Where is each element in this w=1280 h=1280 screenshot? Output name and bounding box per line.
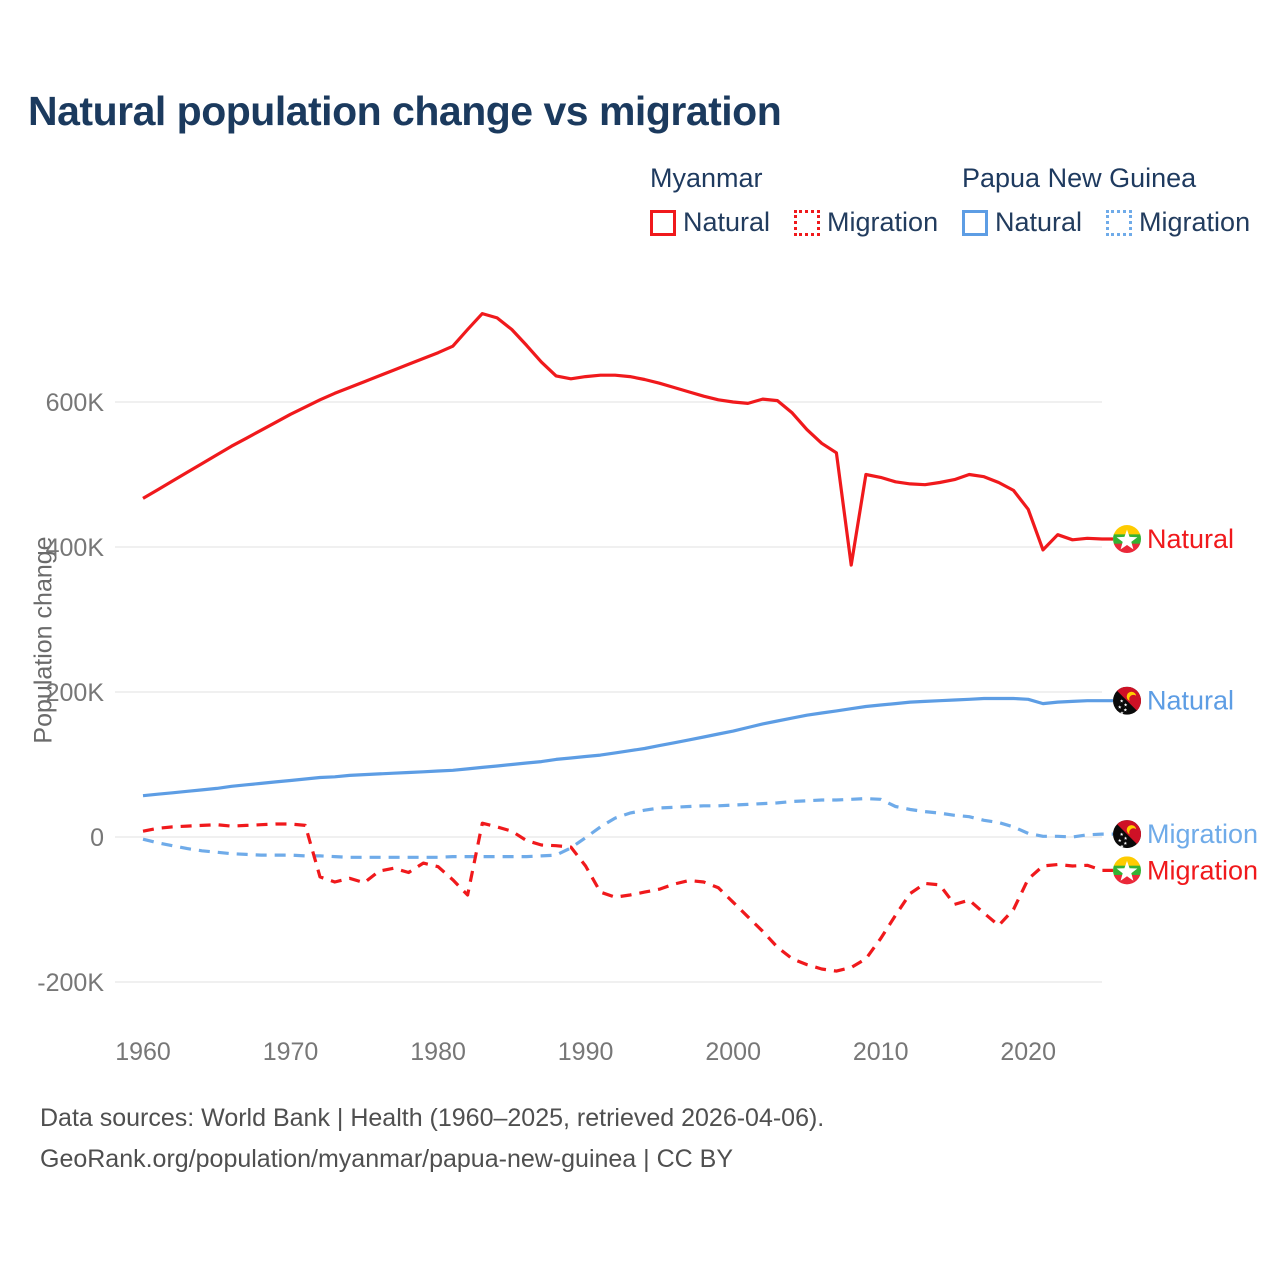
legend-country-label: Papua New Guinea [962, 163, 1197, 193]
legend-item-label: Migration [827, 207, 939, 237]
x-tick-label: 1980 [410, 1038, 466, 1066]
y-tick-label: 400K [45, 534, 104, 562]
myanmar-flag-icon [1113, 525, 1141, 553]
data-sources-line: Data sources: World Bank | Health (1960–2025, retrieved 2026-04-06). [40, 1104, 825, 1132]
x-tick-label: 1970 [262, 1038, 319, 1066]
legend-item-label: Natural [683, 207, 771, 237]
legend-item-label: Migration [1139, 207, 1251, 237]
x-tick-label: 2000 [705, 1038, 762, 1066]
x-tick-label: 1990 [557, 1038, 614, 1066]
y-tick-label: -200K [37, 969, 104, 997]
myanmar-flag-icon [1113, 856, 1141, 885]
x-tick-label: 2010 [852, 1038, 909, 1066]
series-line-myanmar-natural [143, 314, 1113, 565]
series-end-label: Migration [1147, 819, 1259, 850]
y-axis-label: Population change [29, 536, 58, 744]
attribution-line: GeoRank.org/population/myanmar/papua-new-guinea | CC BY [40, 1145, 733, 1173]
y-tick-label: 200K [45, 679, 104, 707]
x-tick-label: 2020 [1000, 1038, 1057, 1066]
legend-country-label: Myanmar [650, 163, 763, 193]
y-tick-label: 600K [45, 389, 104, 417]
series-line-papua-new-guinea-natural [143, 699, 1113, 796]
chart-footer [40, 1098, 824, 1180]
y-tick-label: 0 [90, 824, 104, 852]
papua-new-guinea-flag-icon [1113, 687, 1141, 715]
page-title: Natural population change vs migration [28, 88, 782, 134]
series-end-label: Natural [1147, 524, 1235, 554]
series-end-label: Natural [1147, 685, 1235, 716]
x-tick-label: 1960 [115, 1038, 171, 1066]
series-line-myanmar-migration [143, 823, 1113, 971]
series-end-label: Migration [1147, 855, 1259, 886]
series-line-papua-new-guinea-migration [143, 799, 1113, 858]
legend-item-label: Natural [995, 207, 1083, 237]
papua-new-guinea-flag-icon [1113, 820, 1141, 848]
